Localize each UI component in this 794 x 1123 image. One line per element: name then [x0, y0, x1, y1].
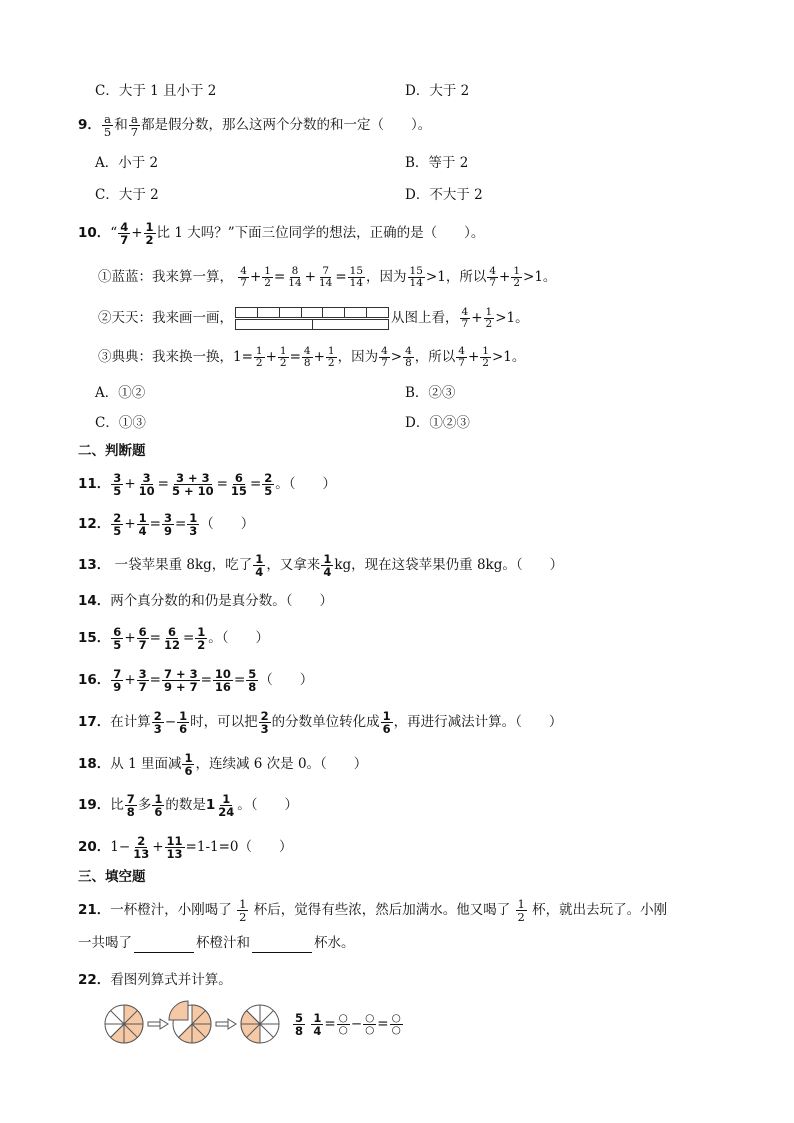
arrow-icon [148, 1019, 168, 1029]
q9-text: 都是假分数，那么这两个分数的和一定（ ）。 [141, 117, 432, 133]
q11: 11． $\frac{3}{5}$ + $\frac{3}{10}$ = $\frac{3 + 3}{5 + 10}$ = $\frac{6}{15}$ = $\frac{2}{5}$ 。（ ） [78, 471, 337, 498]
q10-option-b[interactable]: B．②③ [405, 385, 456, 401]
q10-line1: ①蓝蓝：我来算一算， $\frac{4}{7}$ + $\frac{1}{2}$ = $\frac{8}{14}$ + $\frac{7}{14}$ = $\frac{15}{14}$ ，因为 $\frac{15}{14}$ >1，所以 $\frac{4}{7}$ + $\frac{1}{2}$ >1。 [98, 265, 557, 289]
bar-halves [235, 319, 389, 330]
q9-number: 9． [78, 117, 101, 133]
answer-blank-juice[interactable] [134, 936, 194, 953]
q17: 17．在计算 $\frac{2}{3}$ − $\frac{1}{6}$ 时，可以把 $\frac{2}{3}$ 的分数单位转化成 $\frac{1}{6}$ ，再进行减法计算。（ ） [78, 709, 563, 736]
q8-option-c[interactable]: C．大于 1 且小于 2 [95, 83, 217, 99]
q9-stem: 9． $\frac{a}{5}$ 和 $\frac{a}{7}$ 都是假分数，那么这两个分数的和一定（ ）。 [78, 112, 432, 139]
answer-blank-water[interactable] [252, 936, 312, 953]
q20: 20．1− $\frac{2}{13}$ + $\frac{11}{13}$ =1-1=0（ ） [78, 834, 293, 861]
q10-stem: 10．“ $\frac{4}{7}$ + $\frac{1}{2}$ 比 1 大吗？”下面三位同学的想法，正确的是（ ）。 [78, 220, 485, 247]
q10-frac-1-2: $\frac{1}{2}$ [145, 220, 154, 247]
pie-remove-quarter [169, 1001, 211, 1043]
q21-line1: 21．一杯橙汁，小刚喝了 $\frac{1}{2}$ 杯后，觉得有些浓，然后加满水。他又喝了 $\frac{1}{2}$ 杯，就出去玩了。小刚 [78, 897, 668, 924]
q10-text: 比 1 大吗？”下面三位同学的想法，正确的是（ ）。 [156, 225, 485, 241]
q8-option-d[interactable]: D．大于 2 [405, 83, 470, 99]
q19: 19．比 $\frac{7}{8}$ 多 $\frac{1}{6}$ 的数是1 $\frac{1}{24}$ 。（ ） [78, 792, 298, 819]
q12: 12． $\frac{2}{5}$ + $\frac{1}{4}$ = $\frac{3}{9}$ = $\frac{1}{3}$ （ ） [78, 511, 255, 538]
q16: 16． $\frac{7}{9}$ + $\frac{3}{7}$ = $\frac{7 + 3}{9 + 7}$ = $\frac{10}{16}$ = $\frac{5}{8}$ （ ） [78, 667, 314, 694]
section-judgement-title: 二、判断题 [78, 443, 146, 459]
q22-equation: $\frac{5}{8}$ $\frac{1}{4}$ = $\frac{○}{○}$ − $\frac{○}{○}$ = $\frac{○}{○}$ [295, 1011, 401, 1038]
q9-option-a[interactable]: A．小于 2 [95, 155, 159, 171]
q15: 15． $\frac{6}{5}$ + $\frac{6}{7}$ = $\frac{6}{12}$ = $\frac{1}{2}$ 。（ ） [78, 625, 270, 652]
q9-option-d[interactable]: D．不大于 2 [405, 187, 483, 203]
q22: 22．看图列算式并计算。 [78, 972, 232, 988]
q13: 13． 一袋苹果重 8kg，吃了 $\frac{1}{4}$ ，又拿来 $\frac{1}{4}$ kg，现在这袋苹果仍重 8kg。（ ） [78, 552, 564, 579]
q10-number: 10． [78, 225, 111, 241]
q10-option-d[interactable]: D．①②③ [405, 415, 470, 431]
q10-option-a[interactable]: A．①② [95, 385, 146, 401]
q10-line3: ③典典：我来换一换，1= $\frac{1}{2}$ + $\frac{1}{2}$ = $\frac{4}{8}$ + $\frac{1}{2}$ ，因为 $\frac{4}{7}$ > $\frac{4}{8}$ ，所以 $\frac{4}{7}$ + $\frac{1}{2}$ >1。 [98, 345, 526, 369]
q9-option-b[interactable]: B．等于 2 [405, 155, 469, 171]
q9-frac-a5: $\frac{a}{5}$ [103, 112, 112, 139]
q9-frac-a7: $\frac{a}{7}$ [130, 112, 139, 139]
q14: 14．两个真分数的和仍是真分数。（ ） [78, 593, 334, 609]
q10-line2: ②天天：我来画一画， 从图上看， $\frac{4}{7}$ + $\frac{1}{2}$ >1。 [98, 306, 529, 330]
q9-option-c[interactable]: C．大于 2 [95, 187, 159, 203]
q10-option-c[interactable]: C．①③ [95, 415, 146, 431]
arrow-icon [216, 1019, 236, 1029]
pie-5-eighths [105, 1005, 143, 1043]
fraction-bar-diagram [235, 306, 389, 331]
bar-sevenths [235, 307, 389, 318]
q18: 18．从 1 里面减 $\frac{1}{6}$ ，连续减 6 次是 0。（ ） [78, 751, 368, 778]
q10-frac-4-7: $\frac{4}{7}$ [120, 220, 129, 247]
pie-3-eighths [241, 1005, 279, 1043]
section-fill-title: 三、填空题 [78, 869, 146, 885]
q21-line2: 一共喝了 杯橙汁和 杯水。 [78, 935, 355, 951]
